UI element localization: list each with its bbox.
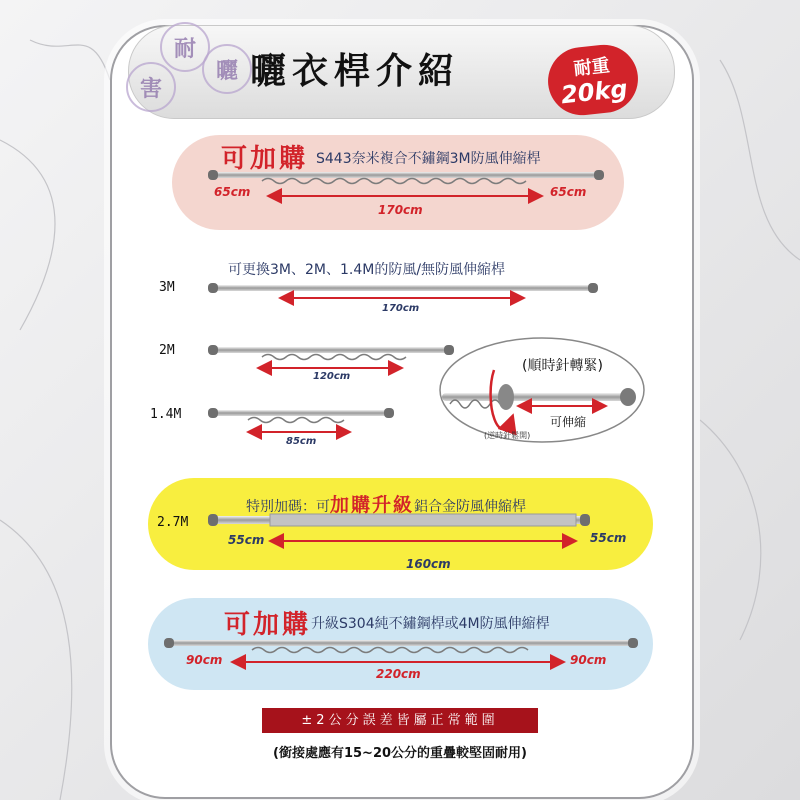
rod-4-cap-left [164,638,174,648]
length-2m: 120cm [313,371,351,382]
detail-rod [442,393,632,401]
addon-2-right-length: 90cm [570,653,607,667]
rod-2m [214,347,448,353]
upgrade-left-length: 55cm [228,533,265,547]
replace-heading: 可更換3M、2M、1.4M的防風/無防風伸縮桿 [228,262,506,278]
rod-3m [214,285,592,291]
stamp-2: 耐 [160,22,210,72]
rod-2-7m-cap-right [580,514,590,526]
upgrade-name: 鋁合金防風伸縮桿 [414,499,527,515]
rod-1-coil [262,179,526,184]
rod-1-4m-cap-right [384,408,394,418]
rod-1-cap-left [208,170,218,180]
addon-2-name: 升級S304純不鏽鋼桿或4M防風伸縮桿 [311,616,550,632]
length-1-4m: 85cm [286,436,317,447]
rod-1-4m-coil [248,418,344,423]
counter-clockwise-label: (逆時針鬆開) [484,431,531,440]
rod-4-cap-right [628,638,638,648]
upgrade-center-length: 160cm [406,557,451,571]
rod-4-coil [252,648,528,653]
stamp-1: 害 [126,62,176,112]
tolerance-note: ±2公分誤差皆屬正常範圍 [262,708,538,733]
badge-value: 20kg [559,74,629,110]
rod-3m-cap-right [588,283,598,293]
overlap-note: (銜接處應有15~20公分的重疊較堅固耐用) [273,746,527,761]
detail-callout [440,338,644,442]
rod-1-4m-cap-left [208,408,218,418]
size-label-2m: 2M [159,343,175,358]
addon-2-left-length: 90cm [186,653,223,667]
detail-cap [620,388,636,406]
rod-1-4m [214,410,388,416]
upgrade-prefix-text: 特別加碼：可 [246,499,330,515]
addon-2-center-length: 220cm [376,667,421,681]
upgrade-prefix [246,490,526,517]
upgrade-emphasis: 加購升級 [330,494,415,516]
rod-2m-coil [262,355,406,360]
extend-label: 可伸縮 [550,415,587,429]
rod-2m-cap-right [444,345,454,355]
page-title: 曬衣桿介紹 [250,50,461,92]
addon-1-left-length: 65cm [214,185,251,199]
rod-2m-cap-left [208,345,218,355]
addon-1-center-length: 170cm [378,203,423,217]
size-label-3m: 3M [159,280,175,295]
clockwise-label: (順時針轉緊) [522,358,603,374]
rod-2-7m-cap-left [208,514,218,526]
size-label-2-7m: 2.7M [157,515,189,530]
addon-1-prefix: 可加購 [221,144,309,174]
size-label-1-4m: 1.4M [150,407,182,422]
detail-joint [498,384,514,410]
addon-2-prefix: 可加購 [224,610,312,640]
badge-label: 耐重 [572,55,611,80]
upgrade-right-length: 55cm [590,531,627,545]
length-3m: 170cm [382,303,420,314]
stamp-3: 曬 [202,44,252,94]
rod-1-cap-right [594,170,604,180]
rod-3m-cap-left [208,283,218,293]
addon-1-right-length: 65cm [550,185,587,199]
addon-1-name: S443奈米複合不鏽鋼3M防風伸縮桿 [316,151,541,167]
